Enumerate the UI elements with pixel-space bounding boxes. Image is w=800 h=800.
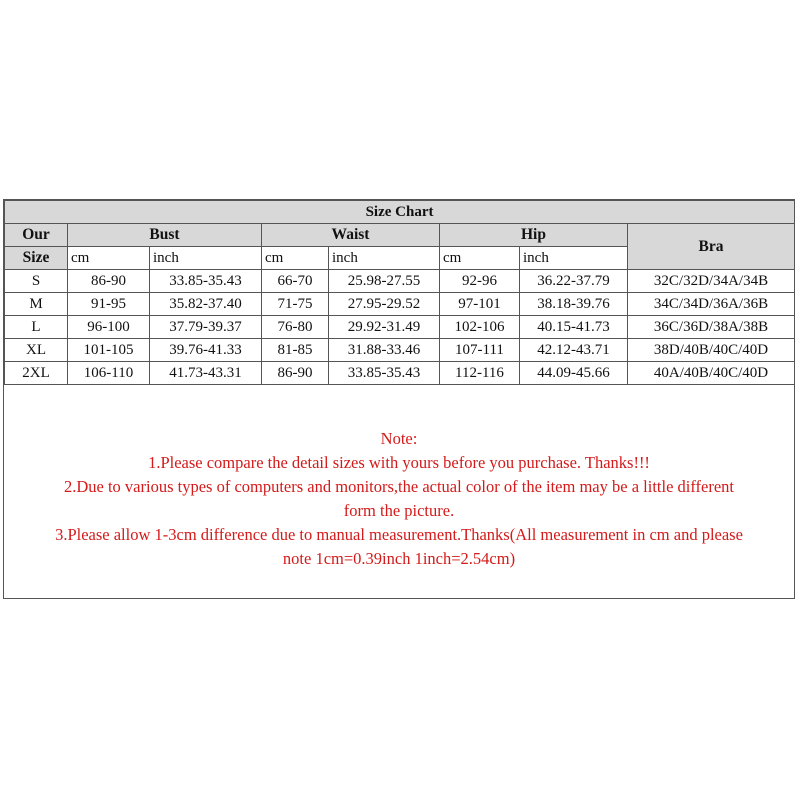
header-size: Size bbox=[5, 247, 68, 270]
note-line-3: 3.Please allow 1-3cm difference due to manual measurement.Thanks(All measurement in cm and please bbox=[55, 525, 743, 544]
note-line-1: 1.Please compare the detail sizes with yours before you purchase. Thanks!!! bbox=[148, 453, 650, 472]
size-chart bbox=[3, 199, 795, 599]
table-cell: 44.09-45.66 bbox=[520, 362, 628, 385]
table-cell: 101-105 bbox=[68, 339, 150, 362]
table-cell: 38.18-39.76 bbox=[520, 293, 628, 316]
table-cell: 92-96 bbox=[440, 270, 520, 293]
table-cell: 27.95-29.52 bbox=[329, 293, 440, 316]
table-cell: 102-106 bbox=[440, 316, 520, 339]
table-cell: 76-80 bbox=[262, 316, 329, 339]
table-cell: 36.22-37.79 bbox=[520, 270, 628, 293]
table-title: Size Chart bbox=[5, 201, 795, 224]
header-bust: Bust bbox=[68, 224, 262, 247]
header-waist: Waist bbox=[262, 224, 440, 247]
table-row bbox=[5, 293, 795, 316]
subheader-waist-inch: inch bbox=[329, 247, 440, 270]
table-cell: 42.12-43.71 bbox=[520, 339, 628, 362]
table-cell: 41.73-43.31 bbox=[150, 362, 262, 385]
note-heading: Note: bbox=[380, 429, 418, 448]
table-cell: M bbox=[5, 293, 68, 316]
subheader-hip-cm: cm bbox=[440, 247, 520, 270]
subheader-bust-cm: cm bbox=[68, 247, 150, 270]
table-row bbox=[5, 339, 795, 362]
table-row bbox=[5, 362, 795, 385]
table-cell: 40A/40B/40C/40D bbox=[628, 362, 795, 385]
table-cell: 40.15-41.73 bbox=[520, 316, 628, 339]
header-row bbox=[5, 224, 795, 247]
header-bra: Bra bbox=[628, 224, 795, 270]
table-cell: 91-95 bbox=[68, 293, 150, 316]
table-cell: 81-85 bbox=[262, 339, 329, 362]
table-cell: 33.85-35.43 bbox=[329, 362, 440, 385]
header-our: Our bbox=[5, 224, 68, 247]
table-cell: 66-70 bbox=[262, 270, 329, 293]
table-cell: 112-116 bbox=[440, 362, 520, 385]
table-cell: 106-110 bbox=[68, 362, 150, 385]
subheader-waist-cm: cm bbox=[262, 247, 329, 270]
table-cell: 96-100 bbox=[68, 316, 150, 339]
table-cell: 36C/36D/38A/38B bbox=[628, 316, 795, 339]
header-hip: Hip bbox=[440, 224, 628, 247]
table-cell: L bbox=[5, 316, 68, 339]
table-row bbox=[5, 270, 795, 293]
table-cell: 37.79-39.37 bbox=[150, 316, 262, 339]
table-cell: 25.98-27.55 bbox=[329, 270, 440, 293]
note-line-2: 2.Due to various types of computers and monitors,the actual color of the item may be a little different bbox=[63, 477, 735, 496]
subheader-bust-inch: inch bbox=[150, 247, 262, 270]
table-cell: S bbox=[5, 270, 68, 293]
table-cell: 39.76-41.33 bbox=[150, 339, 262, 362]
table-cell: 33.85-35.43 bbox=[150, 270, 262, 293]
table-cell: 97-101 bbox=[440, 293, 520, 316]
subheader-hip-inch: inch bbox=[520, 247, 628, 270]
table-cell: 86-90 bbox=[68, 270, 150, 293]
table-cell: 2XL bbox=[5, 362, 68, 385]
note-line-2b: form the picture. bbox=[343, 501, 455, 520]
size-table bbox=[4, 200, 795, 385]
note-line-3b: note 1cm=0.39inch 1inch=2.54cm) bbox=[282, 549, 516, 568]
table-cell: 35.82-37.40 bbox=[150, 293, 262, 316]
table-cell: 31.88-33.46 bbox=[329, 339, 440, 362]
title-row bbox=[5, 201, 795, 224]
table-row bbox=[5, 316, 795, 339]
table-cell: 71-75 bbox=[262, 293, 329, 316]
table-cell: 29.92-31.49 bbox=[329, 316, 440, 339]
table-cell: 107-111 bbox=[440, 339, 520, 362]
table-cell: 32C/32D/34A/34B bbox=[628, 270, 795, 293]
table-cell: 86-90 bbox=[262, 362, 329, 385]
table-cell: XL bbox=[5, 339, 68, 362]
table-cell: 38D/40B/40C/40D bbox=[628, 339, 795, 362]
table-cell: 34C/34D/36A/36B bbox=[628, 293, 795, 316]
